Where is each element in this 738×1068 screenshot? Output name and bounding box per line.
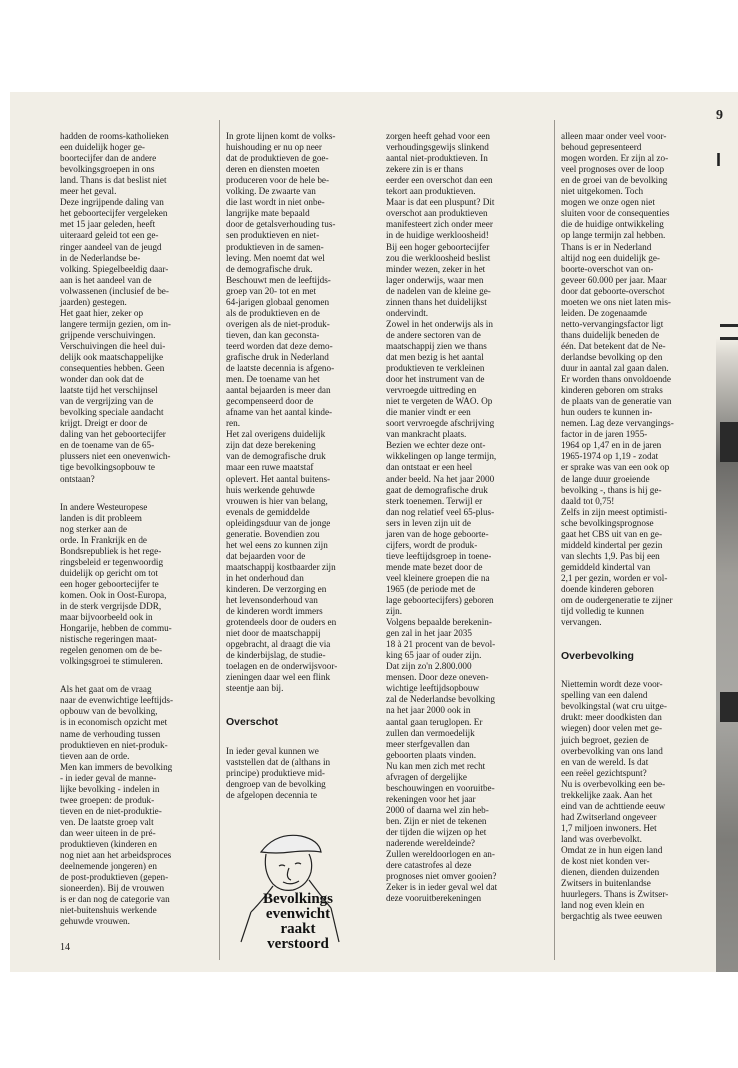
caption-line: raakt — [280, 921, 316, 937]
paragraph: In andere Westeuropese landen is dit probleem nog sterker aan de orde. In Frankrijk en de Bondsrepubliek is het rege- ringsbeleid er tegenwoordig duidelijk op gericht om tot een hoger geboortecijfer te komen. Ook in Oost-Europa, in de sterk vergrijsde DDR, maar bijvoorbeeld ook in Hongarije, hebben de commu- nistische regeringen maat- regelen genomen om de be- volkingsgroei te stimuleren. — [60, 501, 172, 667]
caption-line: evenwicht — [265, 906, 331, 922]
section-heading-overschot: Overschot — [226, 716, 278, 729]
paragraph: zorgen heeft gehad voor een verhoudingsgewijs slinkend aantal niet-produktieven. In zekere zin is er thans eerder een overschot dan een tekort aan produktieven. Maar is dat een pluspunt? Dit overschot aan produktieven manifesteert zich onder meer in de huidige werkloosheid! Bij een hoger geboortecijfer zou die werkloosheid beslist minder wezen, zeker in het lager onderwijs, waar men de nadelen van de kleine ge- zinnen thans het duidelijkst ondervindt. Zowel in het onderwijs als in de andere sectoren van de maatschappij zien we thans dat men bezig is het aantal produktieven te verkleinen door het instrument van de vervroegde uittreding en niet te vergeten de WAO. Op die manier vindt er een soort vervroegde afschrijving van mankracht plaats. Bezien we echter deze ont- wikkelingen op lange termijn, dan ontstaat er een heel ander beeld. Na het jaar 2000 gaat de demografische druk sterk toenemen. Terwijl er dan nog relatief veel 65-plus- sers in leven zijn uit de jaren van de hoge geboorte- cijfers, wordt de produk- tieve leeftijdsgroep in toene- mende mate bezet door de veel kleinere groepen die na 1965 (de periode met de lage geboortecijfers) geboren zijn. Volgens bepaalde berekenin- gen zal in het jaar 2035 18 à 21 procent van de bevol- king 65 jaar of ouder zijn. Dat zijn zo'n 2.800.000 mensen. Door deze oneven- wichtige leeftijdsopbouw zal de Nederlandse bevolking na het jaar 2000 ook in aantal gaan teruglopen. Er zullen dan vermoedelijk meer sterfgevallen dan geboorten plaats vinden. Nu kan men zich met recht afvragen of dergelijke beschouwingen en vooruitbe- rekeningen voor het jaar 2000 of daarna wel zin heb- ben. Zijn er niet de tekenen der tijden die wijzen op het naderende wereldeinde? Zullen wereldoorlogen en an- dere catastrofes al deze prognoses niet omver gooien? Zeker is in ieder geval wel dat deze vooruitberekeningen — [386, 131, 498, 904]
paragraph: In grote lijnen komt de volks- huishouding er nu op neer dat de produktieven de goe- deren en diensten moeten produceren voor de hele be- volking. De zwaarte van die last wordt in niet onbe- langrijke mate bepaald door de getalsverhouding tus- sen produktieven en niet- produktieven in de samen- leving. Men noemt dat wel de demografische druk. Beschouwt men de leeftijds- groep van 20- tot en met 64-jarigen globaal genomen als de produktieven en de overigen als de niet-produk- tieven, dan kan geconsta- teerd worden dat deze demo- grafische druk in Nederland de laatste decennia is afgeno- men. De toename van het aantal bejaarden is meer dan gecompenseerd door de afname van het aantal kinde- ren. Het zal overigens duidelijk zijn dat deze berekening van de demografische druk maar een ruwe maatstaf oplevert. Het aantal buitens- huis werkende gehuwde vrouwen is hier van belang, evenals de gemiddelde opleidingsduur van de jonge generatie. Bovendien zou het wel eens zo kunnen zijn dat bejaarden voor de maatschappij kostbaarder zijn in het onderhoud dan kinderen. De verzorging en het levensonderhoud van de kinderen wordt immers grotendeels door de ouders en niet door de maatschappij opgebracht, al draagt die via de kinderbijslag, de studie- toelagen en de onderwijsvoor- zieningen daar wel een flink steentje aan bij. — [226, 131, 338, 694]
illustration-caption — [238, 892, 358, 952]
adjacent-photo-strip — [716, 92, 738, 972]
text-column-4 — [554, 120, 722, 960]
caption-line: Bevolkings — [262, 891, 334, 907]
caption-line: verstoord — [267, 936, 329, 952]
paragraph: Niettemin wordt deze voor- spelling van een dalend bevolkingstal (wat cru uitge- drukt: meer doodkisten dan wiegen) door velen met ge- juich begroet, gezien de overbevolking van ons land en van de wereld. Is dat een reëel gezichtspunt? Nu is overbevolking een be- trekkelijke zaak. Aan het eind van de achttiende eeuw had Zwitserland ongeveer 1,7 miljoen inwoners. Het land was overbevolkt. Omdat ze in hun eigen land de kost niet konden ver- dienen, dienden duizenden Zwitsers in buitenlandse huurlegers. Thans is Zwitser- land nog even klein en bergachtig als twee eeuwen — [561, 679, 669, 922]
photo-mark: 9 — [716, 108, 723, 123]
section-heading-overbevolking: Overbevolking — [561, 650, 634, 663]
text-column-1 — [60, 120, 210, 944]
paragraph: alleen maar onder veel voor- behoud gepresenteerd mogen worden. Er zijn al zo- veel prognoses over de loop en de groei van de bevolking niet uitgekomen. Toch mogen we onze ogen niet sluiten voor de consequenties die de huidige ontwikkeling op lange termijn zal hebben. Thans is er in Nederland altijd nog een duidelijk ge- boorte-overschot van on- geveer 60.000 per jaar. Maar door dat geboorte-overschot moeten we ons niet laten mis- leiden. De zogenaamde netto-vervangingsfactor ligt thans duidelijk beneden de één. Dat betekent dat de Ne- derlandse bevolking op den duur in aantal zal gaan dalen. Er worden thans onvoldoende kinderen geboren om straks de plaats van de generatie van hun ouders te kunnen in- nemen. Lag deze vervangings- factor in de jaren 1955- 1964 op 1,47 en in de jaren 1965-1974 op 1,19 - zodat er sprake was van een ook op de lange duur groeiende bevolking -, thans is hij ge- daald tot 0,75! Zelfs in zijn meest optimisti- sche bevolkingsprognose gaat het CBS uit van en ge- middeld kindertal per gezin van slechts 1,9. Pas bij een gemiddeld kindertal van 2,1 per gezin, worden er vol- doende kinderen geboren om de oudergeneratie te zijner tijd volledig te kunnen vervangen. — [561, 131, 674, 628]
paragraph: hadden de rooms-katholieken een duidelijk hoger ge- boortecijfer dan de andere bevolkingsgroepen in ons land. Thans is dat beslist niet meer het geval. Deze ingrijpende daling van het geboortecijfer vergeleken met 15 jaar geleden, heeft uiteraard geleid tot een ge- ringer aandeel van de jeugd in de Nederlandse be- volking. Spiegelbeeldig daar- aan is het aandeel van de volwassenen (inclusief de be- jaarden) gestegen. Het gaat hier, zeker op langere termijn gezien, om in- grijpende verschuivingen. Verschuivingen die heel dui- delijk ook maatschappelijke consequenties hebben. Geen wonder dan ook dat de laatste tijd het verschijnsel van de vergrijzing van de bevolking speciale aandacht krijgt. Dreigt er door de daling van het geboortecijfer en de toename van de 65- plussers niet een onevenwich- tige bevolkingsopbouw te ontstaan? — [60, 131, 171, 484]
photo-mark: I — [716, 150, 722, 170]
page-number: 14 — [60, 942, 70, 953]
text-column-3 — [386, 120, 538, 921]
paragraph: In ieder geval kunnen we vaststellen dat de (althans in principe) produktieve mid- dengroep van de bevolking de afgelopen decennia te — [226, 745, 331, 800]
paragraph: Als het gaat om de vraag naar de evenwichtige leeftijds- opbouw van de bevolking, is in economisch opzicht met name de verhouding tussen produktieven en niet-produk- tieven aan de orde. Men kan immers de bevolking - in ieder geval de manne- lijke bevolking - indelen in twee groepen: de produk- tieven en de niet-produktie- ven. De laatste groep valt dan weer uiteen in de pré- produktieven (kinderen en nog niet aan het arbeidsproces deelnemende jongeren) en de post-produktieven (gepen- sioneerden). Bij de vrouwen is er dan nog de categorie van niet-buitenshuis werkende gehuwde vrouwen. — [60, 684, 174, 927]
magazine-page — [10, 92, 738, 972]
